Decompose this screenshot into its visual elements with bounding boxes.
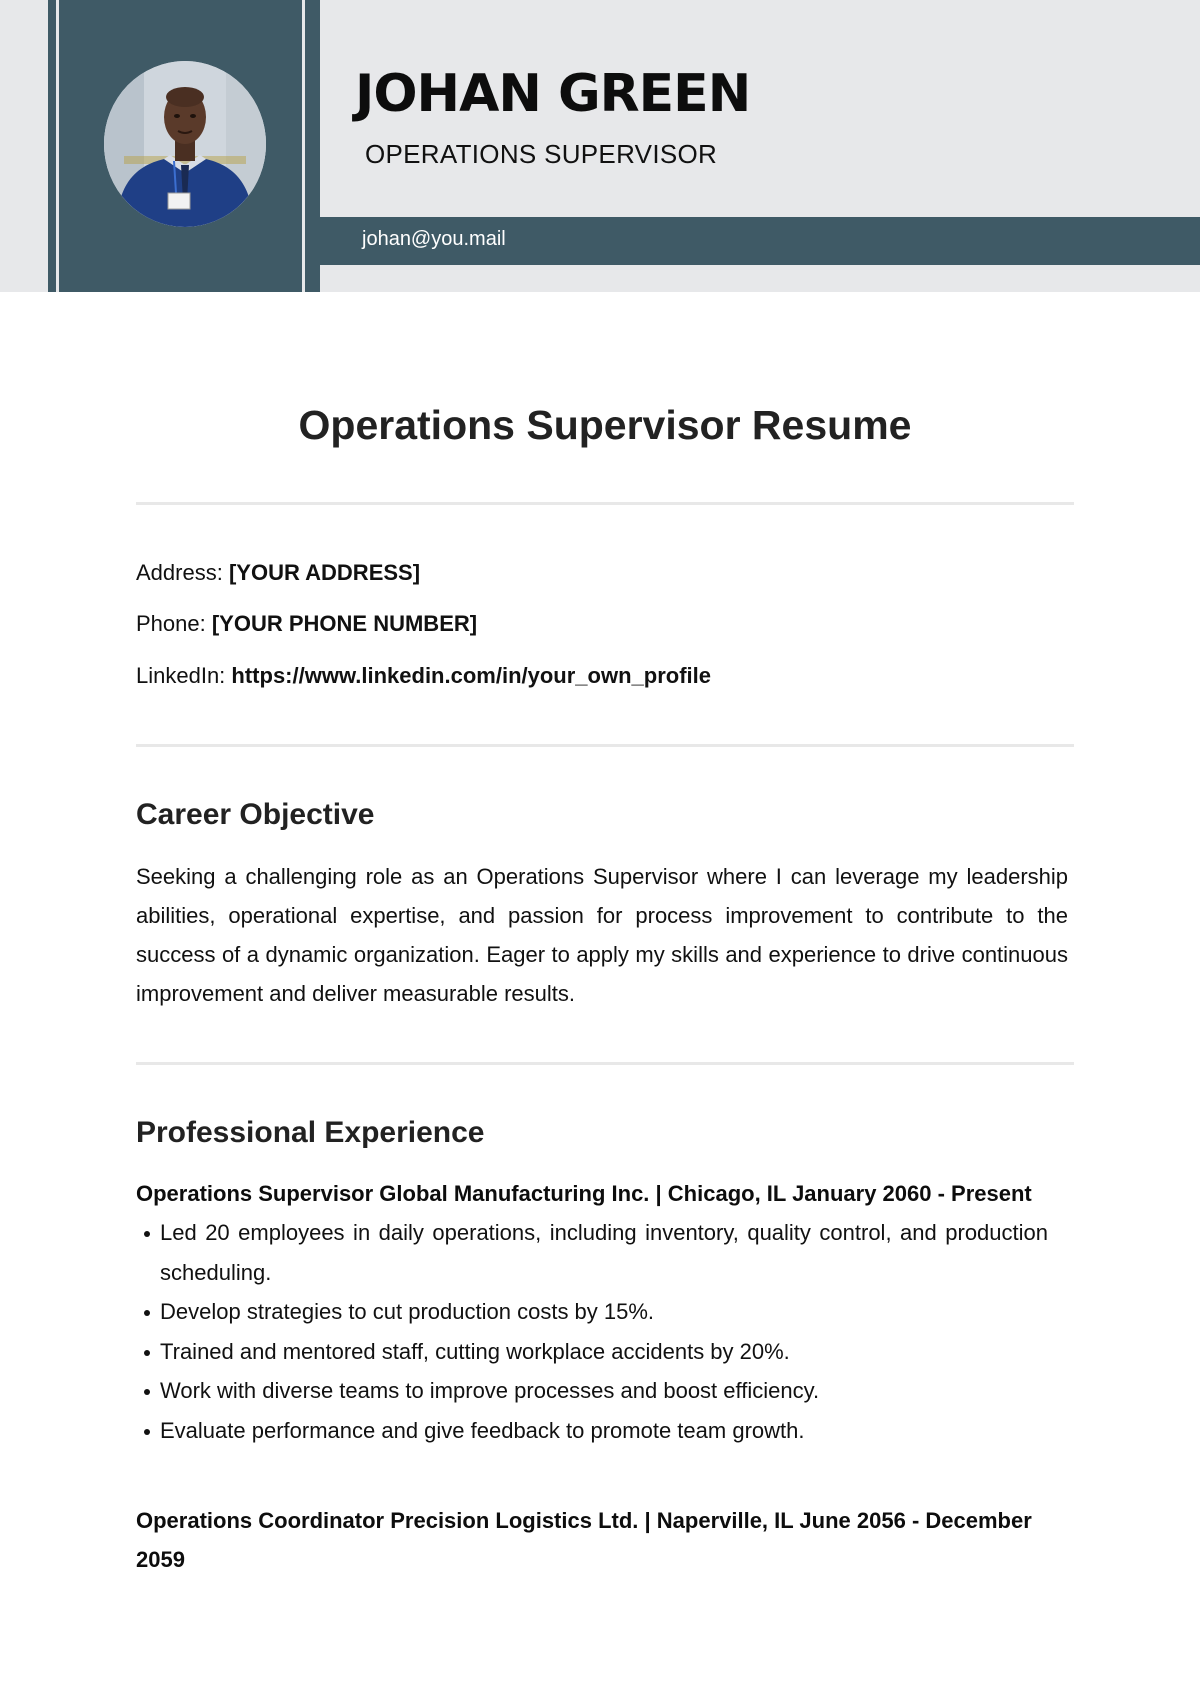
contact-address [136, 560, 420, 586]
email-link[interactable]: johan@you.mail [362, 228, 506, 250]
avatar [104, 61, 266, 227]
resume-header [0, 0, 1200, 292]
contact-linkedin [136, 663, 711, 689]
list-item: Led 20 employees in daily operations, including inventory, quality control, and production scheduling. [136, 1213, 1048, 1292]
contact-phone [136, 611, 477, 637]
address-label: Address: [136, 560, 223, 585]
list-item: Evaluate performance and give feedback to promote team growth. [136, 1411, 1048, 1451]
career-objective-heading: Career Objective [136, 798, 375, 831]
candidate-name: JOHAN GREEN [355, 64, 751, 124]
candidate-job-title: OPERATIONS SUPERVISOR [365, 139, 718, 169]
experience-heading: Professional Experience [136, 1116, 485, 1149]
linkedin-label: LinkedIn: [136, 663, 226, 688]
phone-value: [YOUR PHONE NUMBER] [211, 611, 478, 636]
list-item: Trained and mentored staff, cutting workplace accidents by 20%. [136, 1332, 1048, 1372]
career-objective-text: Seeking a challenging role as an Operations Supervisor where I can leverage my leadership abilities, operational expertise, and passion for process improvement to contribute to the success of a dynamic organization. Eager to apply my skills and experience to drive continuous improvement and deliver measurable results. [136, 864, 1068, 1006]
header-accent-line [56, 0, 59, 292]
address-value: [YOUR ADDRESS] [228, 560, 421, 585]
phone-label: Phone: [136, 611, 206, 636]
list-item: Develop strategies to cut production costs by 15%. [136, 1292, 1048, 1332]
linkedin-link[interactable]: https://www.linkedin.com/in/your_own_profile [231, 663, 711, 688]
section-divider [136, 502, 1074, 505]
header-accent-line [302, 0, 305, 292]
section-divider [136, 1062, 1074, 1065]
job-bullet-list [136, 1213, 1048, 1450]
email-bar [320, 217, 1200, 265]
section-divider [136, 744, 1074, 747]
job-header: Operations Coordinator Precision Logistics Ltd. | Naperville, IL June 2056 - December 2059 [136, 1508, 1032, 1572]
list-item: Work with diverse teams to improve processes and boost efficiency. [136, 1371, 1048, 1411]
job-header: Operations Supervisor Global Manufacturing Inc. | Chicago, IL January 2060 - Present [136, 1181, 1032, 1206]
document-title: Operations Supervisor Resume [298, 402, 912, 448]
profile-photo [104, 61, 266, 227]
